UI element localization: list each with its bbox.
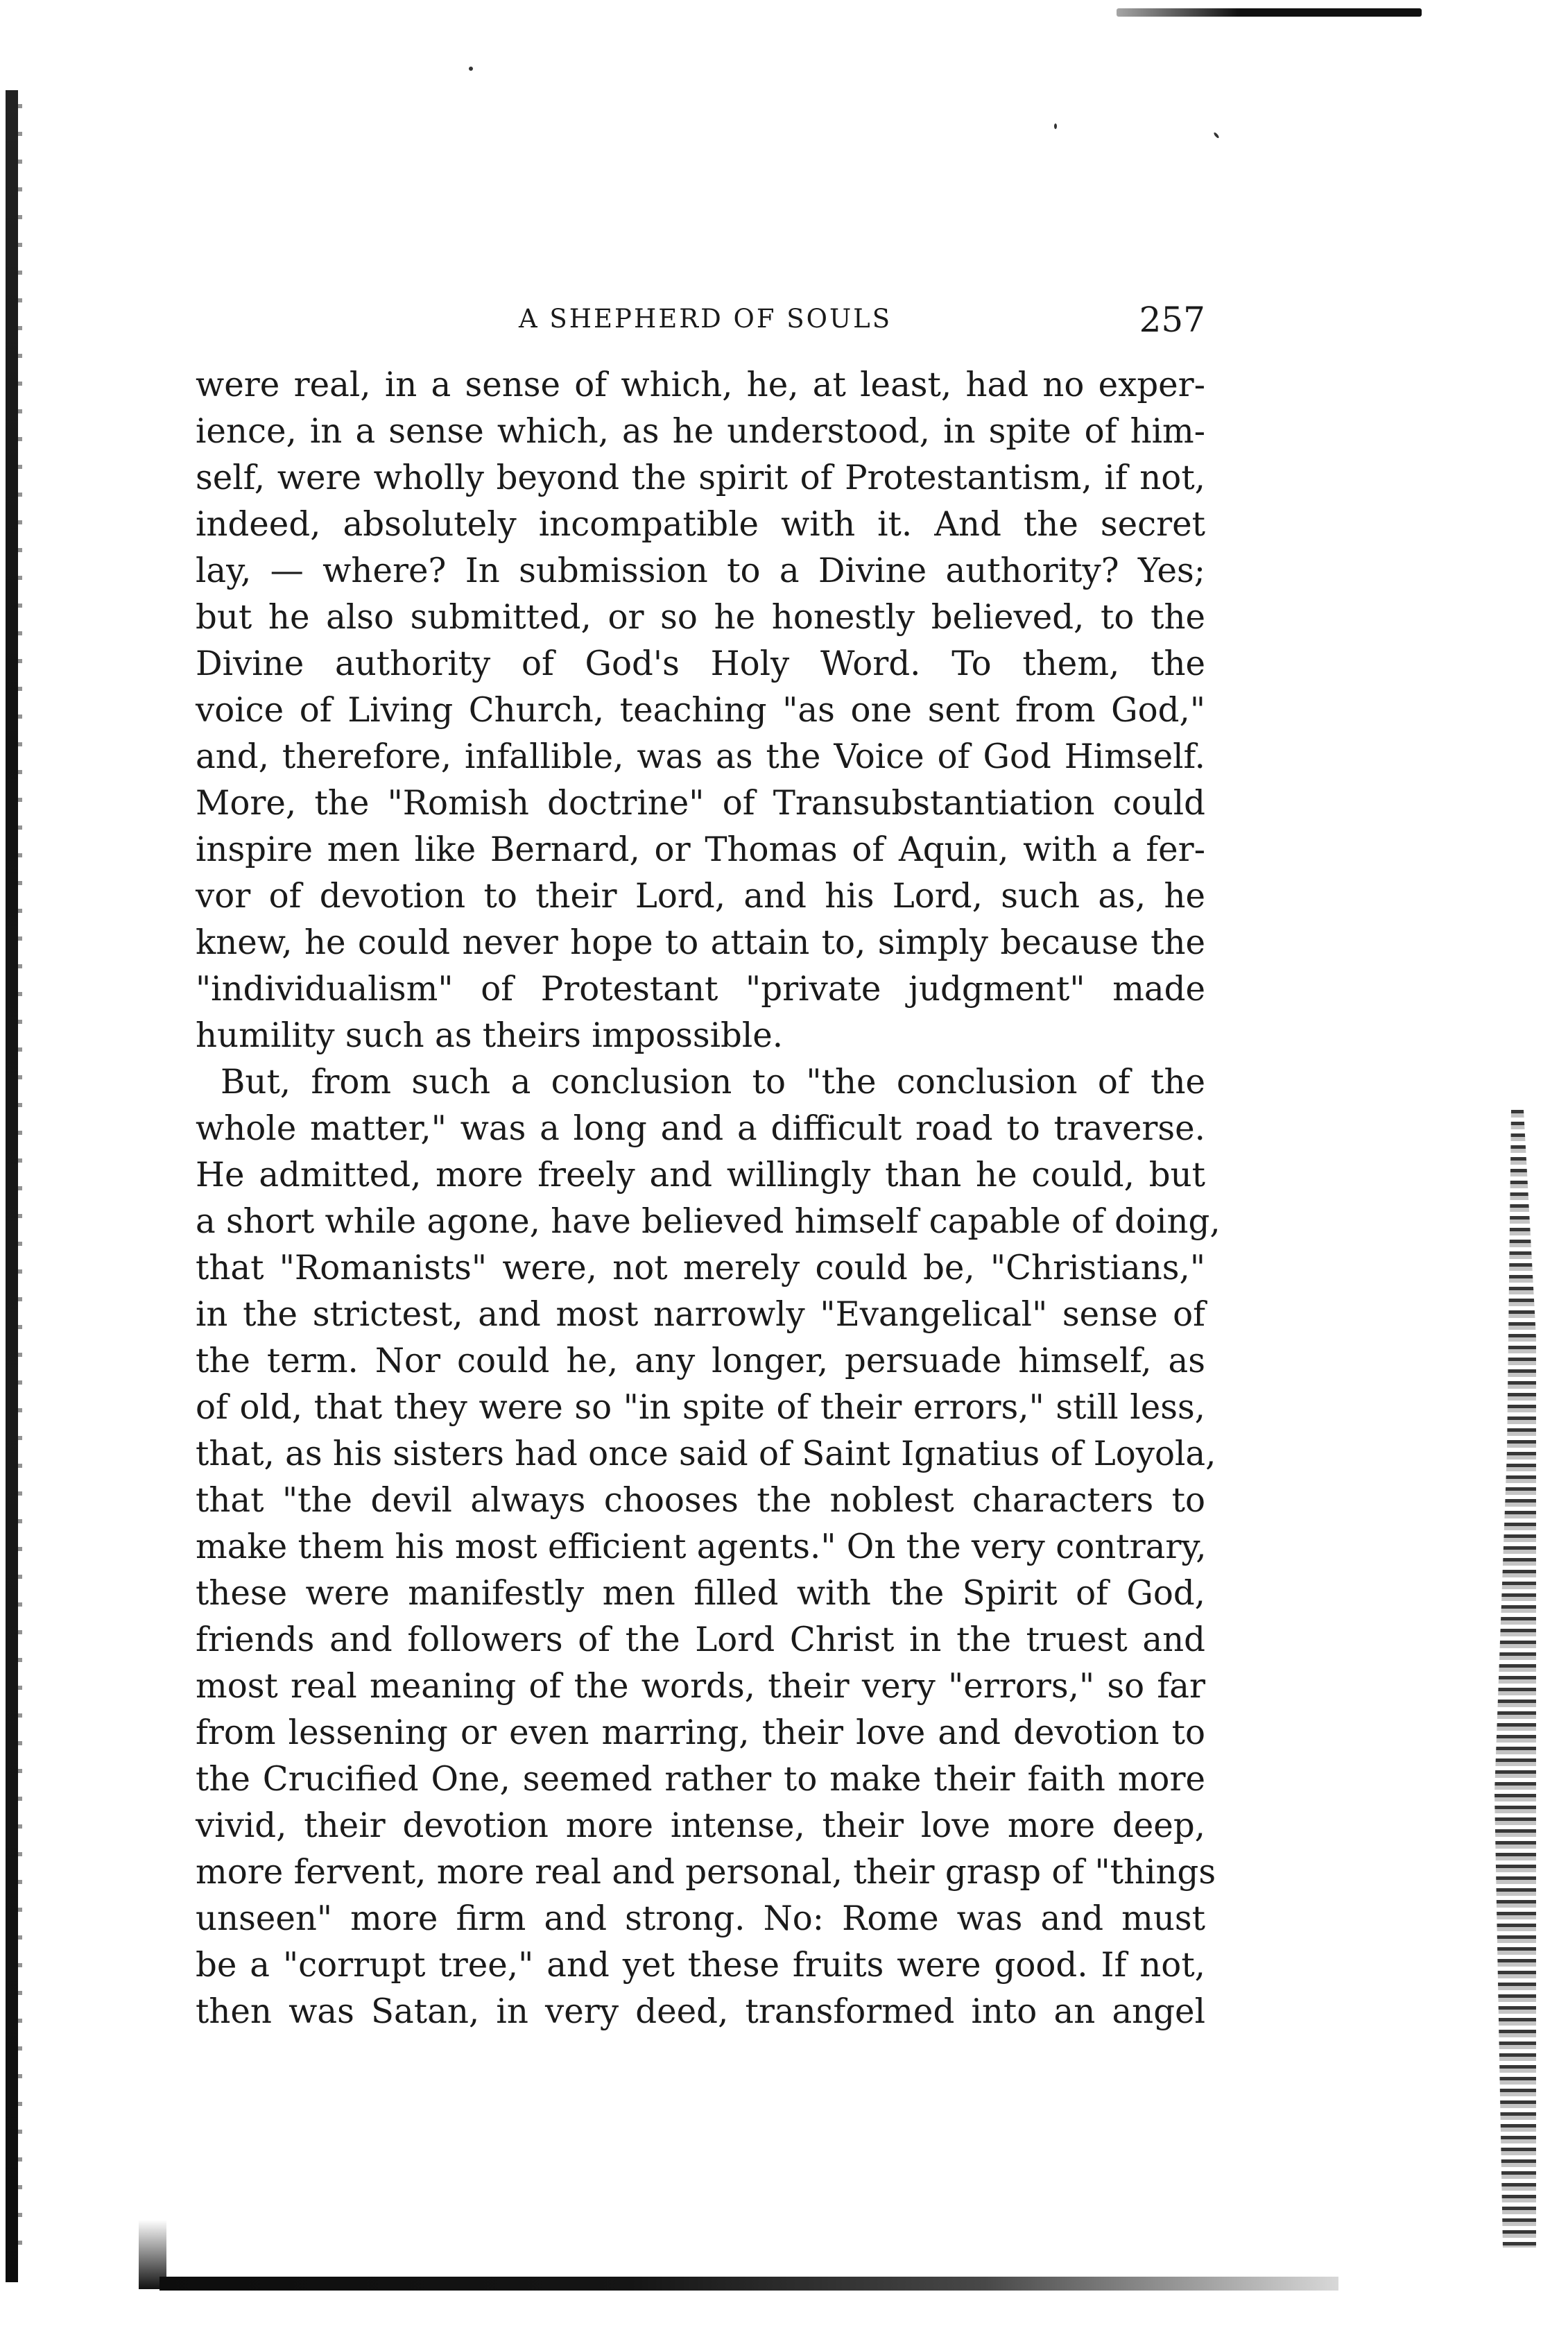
text-line: humility such as theirs impossible. bbox=[196, 1016, 784, 1055]
scan-right-edge-shadow bbox=[1494, 1110, 1536, 2248]
paragraph-2 bbox=[196, 1059, 1221, 2035]
text-line: that "the devil always chooses the noblest characters to bbox=[196, 1481, 1205, 1520]
text-line: unseen" more firm and strong. No: Rome was and must bbox=[196, 1899, 1205, 1938]
page-number: 257 bbox=[1139, 300, 1205, 340]
text-line: more fervent, more real and personal, their grasp of "things bbox=[196, 1853, 1216, 1892]
text-line: that, as his sisters had once said of Saint Ignatius of Loyola, bbox=[196, 1435, 1216, 1473]
book-page bbox=[196, 291, 1221, 2035]
text-line: a short while agone, have believed himself capable of doing, bbox=[196, 1202, 1221, 1241]
paragraph-1 bbox=[196, 362, 1205, 1059]
text-line: in the strictest, and most narrowly "Evangelical" sense of bbox=[196, 1295, 1205, 1334]
running-head bbox=[196, 291, 1205, 354]
text-line: More, the "Romish doctrine" of Transubstantiation could bbox=[196, 784, 1205, 823]
text-line: these were manifestly men filled with the Spirit of God, bbox=[196, 1574, 1205, 1613]
scan-bottom-edge-shadow bbox=[160, 2277, 1338, 2291]
text-line: But, from such a conclusion to "the conclusion of the bbox=[221, 1063, 1205, 1102]
text-line: knew, he could never hope to attain to, simply because the bbox=[196, 923, 1205, 962]
text-line: but he also submitted, or so he honestly believed, to the bbox=[196, 598, 1205, 637]
text-line: inspire men like Bernard, or Thomas of Aquin, with a fer- bbox=[196, 830, 1205, 869]
body-text bbox=[196, 362, 1221, 2035]
scan-speck bbox=[469, 67, 473, 71]
text-line: the term. Nor could he, any longer, persuade himself, as bbox=[196, 1342, 1205, 1380]
scan-speck bbox=[1213, 132, 1219, 139]
text-line: most real meaning of the words, their very "errors," so far bbox=[196, 1667, 1205, 1706]
text-line: self, were wholly beyond the spirit of Protestantism, if not, bbox=[196, 459, 1205, 497]
text-line: He admitted, more freely and willingly than he could, but bbox=[196, 1156, 1205, 1195]
scan-left-edge-shadow bbox=[6, 90, 18, 2282]
text-line: vor of devotion to their Lord, and his Lord, such as, he bbox=[196, 877, 1205, 916]
text-line: the Crucified One, seemed rather to make their faith more bbox=[196, 1760, 1205, 1799]
text-line: make them his most efficient agents." On the very contrary, bbox=[196, 1527, 1207, 1566]
scan-left-edge-speckle bbox=[18, 104, 22, 2254]
scan-speck bbox=[1054, 123, 1057, 129]
text-line: "individualism" of Protestant "private judgment" made bbox=[196, 970, 1205, 1009]
text-line: voice of Living Church, teaching "as one sent from God," bbox=[196, 691, 1205, 730]
text-line: from lessening or even marring, their love and devotion to bbox=[196, 1713, 1205, 1752]
running-title: A SHEPHERD OF SOULS bbox=[518, 304, 893, 334]
text-line: and, therefore, infallible, was as the Voice of God Himself. bbox=[196, 737, 1205, 776]
text-line: Divine authority of God's Holy Word. To them, the bbox=[196, 644, 1205, 683]
text-line: were real, in a sense of which, he, at least, had no exper- bbox=[196, 366, 1205, 404]
text-line: lay, — where? In submission to a Divine authority? Yes; bbox=[196, 551, 1205, 590]
text-line: be a "corrupt tree," and yet these fruits were good. If not, bbox=[196, 1946, 1205, 1985]
scan-top-rule bbox=[1117, 8, 1422, 17]
text-line: whole matter," was a long and a difficult road to traverse. bbox=[196, 1109, 1205, 1148]
text-line: indeed, absolutely incompatible with it. And the secret bbox=[196, 505, 1205, 544]
text-line: ience, in a sense which, as he understood, in spite of him- bbox=[196, 412, 1205, 451]
text-line: that "Romanists" were, not merely could be, "Christians," bbox=[196, 1249, 1205, 1287]
text-line: then was Satan, in very deed, transformed into an angel bbox=[196, 1992, 1205, 2031]
text-line: friends and followers of the Lord Christ in the truest and bbox=[196, 1620, 1205, 1659]
text-line: vivid, their devotion more intense, their love more deep, bbox=[196, 1806, 1205, 1845]
text-line: of old, that they were so "in spite of their errors," still less, bbox=[196, 1388, 1205, 1427]
